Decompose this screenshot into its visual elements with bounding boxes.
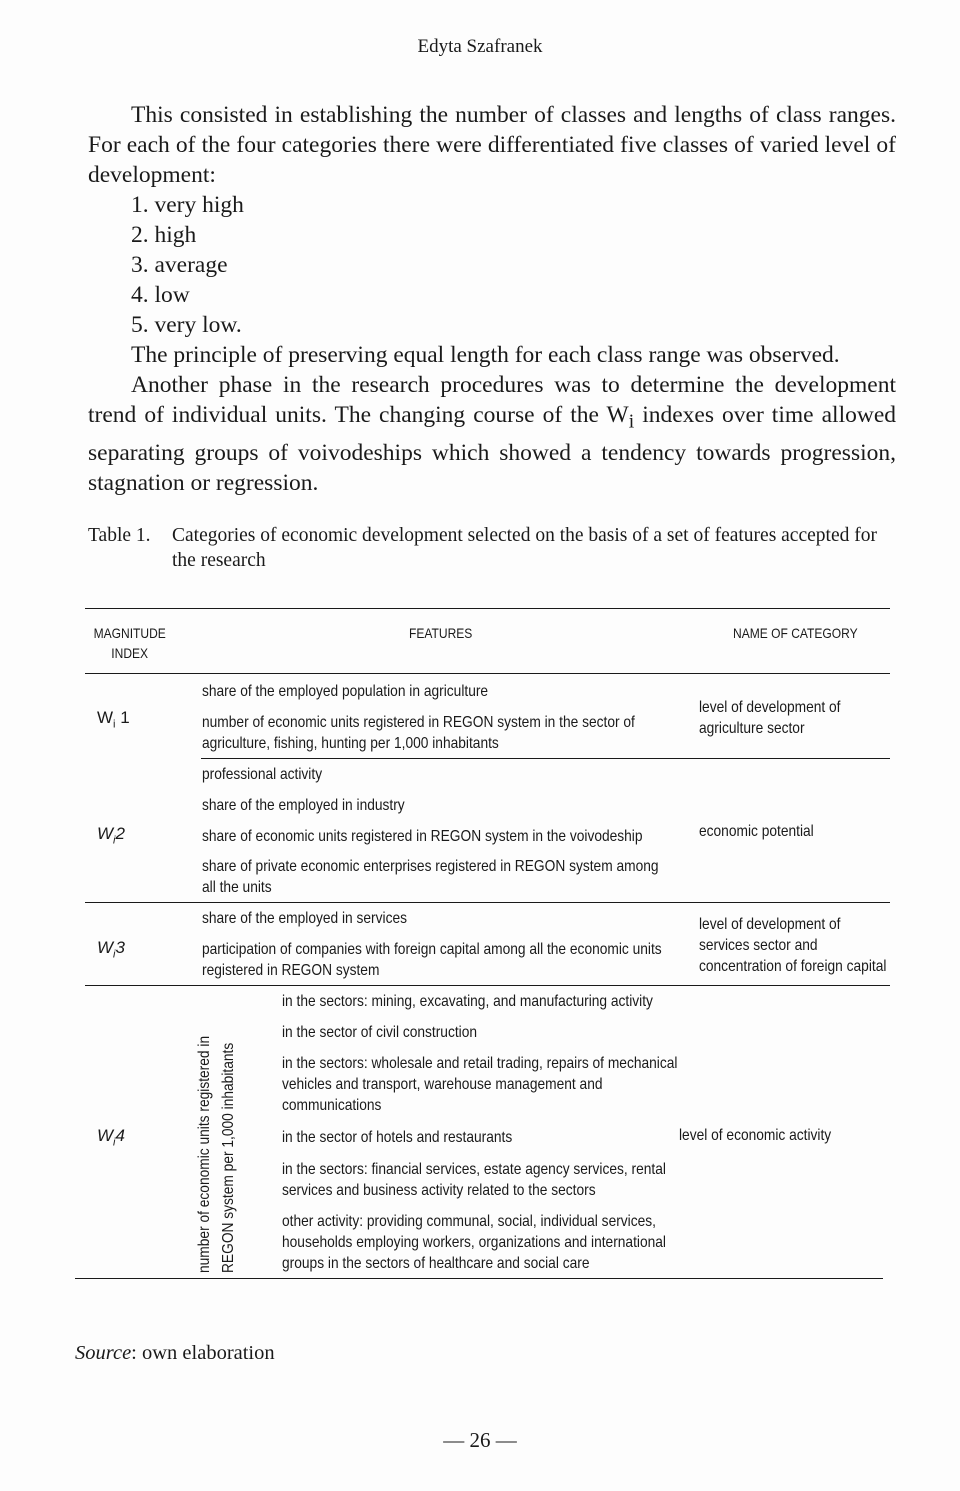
categories-table [75,605,890,1285]
row-3-index-sub: i [113,948,116,961]
running-header: Edyta Szafranek [417,36,543,57]
table-caption-label: Table 1. [88,525,151,546]
row-4-feature: other activity: providing communal, social, individual services, households employing workers, organizations and international groups in the sectors of healthcare and social care [282,1213,666,1272]
row-4-index [97,1125,125,1153]
paragraph-3 [88,370,896,498]
row-4-feature: in the sectors: mining, excavating, and manufacturing activity [282,993,653,1010]
header-name-of-category: NAME OF CATEGORY [733,625,858,641]
row-2-index-sub: i [113,834,116,847]
development-class-list [88,190,896,340]
body-text [88,100,896,498]
page-number: — 26 — [443,1428,517,1452]
row-4-feature: in the sectors: financial services, estate agency services, rental services and business activity related to the sectors [282,1161,666,1199]
row-4-category-name: level of economic activity [679,1127,832,1144]
row-2-index-number: 2 [115,824,125,843]
row-4-index-letter: W [97,1126,114,1145]
row-3-index-number: 3 [115,938,125,957]
paragraph-3-subscript: i [628,411,635,433]
row-2-category-name: economic potential [699,823,814,840]
row-4-feature: in the sectors: wholesale and retail trading, repairs of mechanical vehicles and transport, warehouse management and communications [282,1055,678,1114]
row-4-group-label-line-1: number of economic units registered in [196,1035,213,1273]
paragraph-2: The principle of preserving equal length for each class range was observed. [131,342,840,368]
row-1-index-letter: W [97,708,114,727]
source-label: Source [75,1342,132,1364]
row-1-index-sub: i [113,718,116,731]
row-1-feature: share of the employed population in agriculture [202,683,489,700]
list-item: 1. very high [131,192,244,218]
row-4-index-number: 4 [115,1126,125,1145]
paragraph-3-text-a: Another phase in the research procedures was to determine the development trend of individual units. The changing course of the W [88,372,896,428]
row-3-feature: participation of companies with foreign capital among all the economic units registered in REGON system [202,941,662,979]
row-3-index-letter: W [97,938,114,957]
row-1-category-name: level of development of agriculture sector [699,699,841,737]
table-caption-text: Categories of economic development selected on the basis of a set of features accepted for the research [172,525,877,571]
row-2-feature: professional activity [202,766,323,783]
table-caption [88,523,896,573]
row-4-index-sub: i [113,1136,116,1149]
table-bottom-rule [75,1278,883,1279]
source-text: : own elaboration [131,1342,275,1364]
row-2-feature: share of the employed in industry [202,797,405,814]
list-item: 2. high [131,222,197,248]
list-item: 4. low [131,282,190,308]
row-3-index [97,937,125,965]
header-magnitude-index: MAGNITUDE INDEX [93,625,166,661]
row-2-index-letter: W [97,824,114,843]
row-2-index [97,823,125,851]
header-features: FEATURES [409,625,473,641]
row-rule [85,902,890,903]
row-2-feature: share of private economic enterprises registered in REGON system among all the units [202,858,659,896]
row-3-feature: share of the employed in services [202,910,407,927]
list-item: 3. average [131,252,228,278]
row-4-feature: in the sector of civil construction [282,1024,478,1041]
row-1-index [97,707,130,735]
row-4-feature: in the sector of hotels and restaurants [282,1129,513,1146]
paragraph-3-text-b: indexes over time allowed separating groups of voivodeships which showed a tendency towards progression, stagnation or regression. [88,402,897,496]
list-item: 5. very low. [131,312,242,338]
source-note [75,1342,275,1365]
row-rule [85,985,890,986]
paragraph-1: This consisted in establishing the number of classes and lengths of class ranges. For each of the four categories there were differentiated five classes of varied level of development: [88,102,896,188]
row-3-category-name: level of development of services sector and concentration of foreign capital [699,916,887,975]
row-rule [201,758,890,759]
row-4-group-label-line-2: REGON system per 1,000 inhabitants [220,1042,237,1273]
row-2-feature: share of economic units registered in REGON system in the voivodeship [202,828,643,845]
row-1-feature: number of economic units registered in REGON system in the sector of agriculture, fishing, hunting per 1,000 inhabitants [202,714,635,752]
table-top-rule [85,608,890,609]
header-rule [85,673,890,674]
row-1-index-number: 1 [120,708,130,727]
